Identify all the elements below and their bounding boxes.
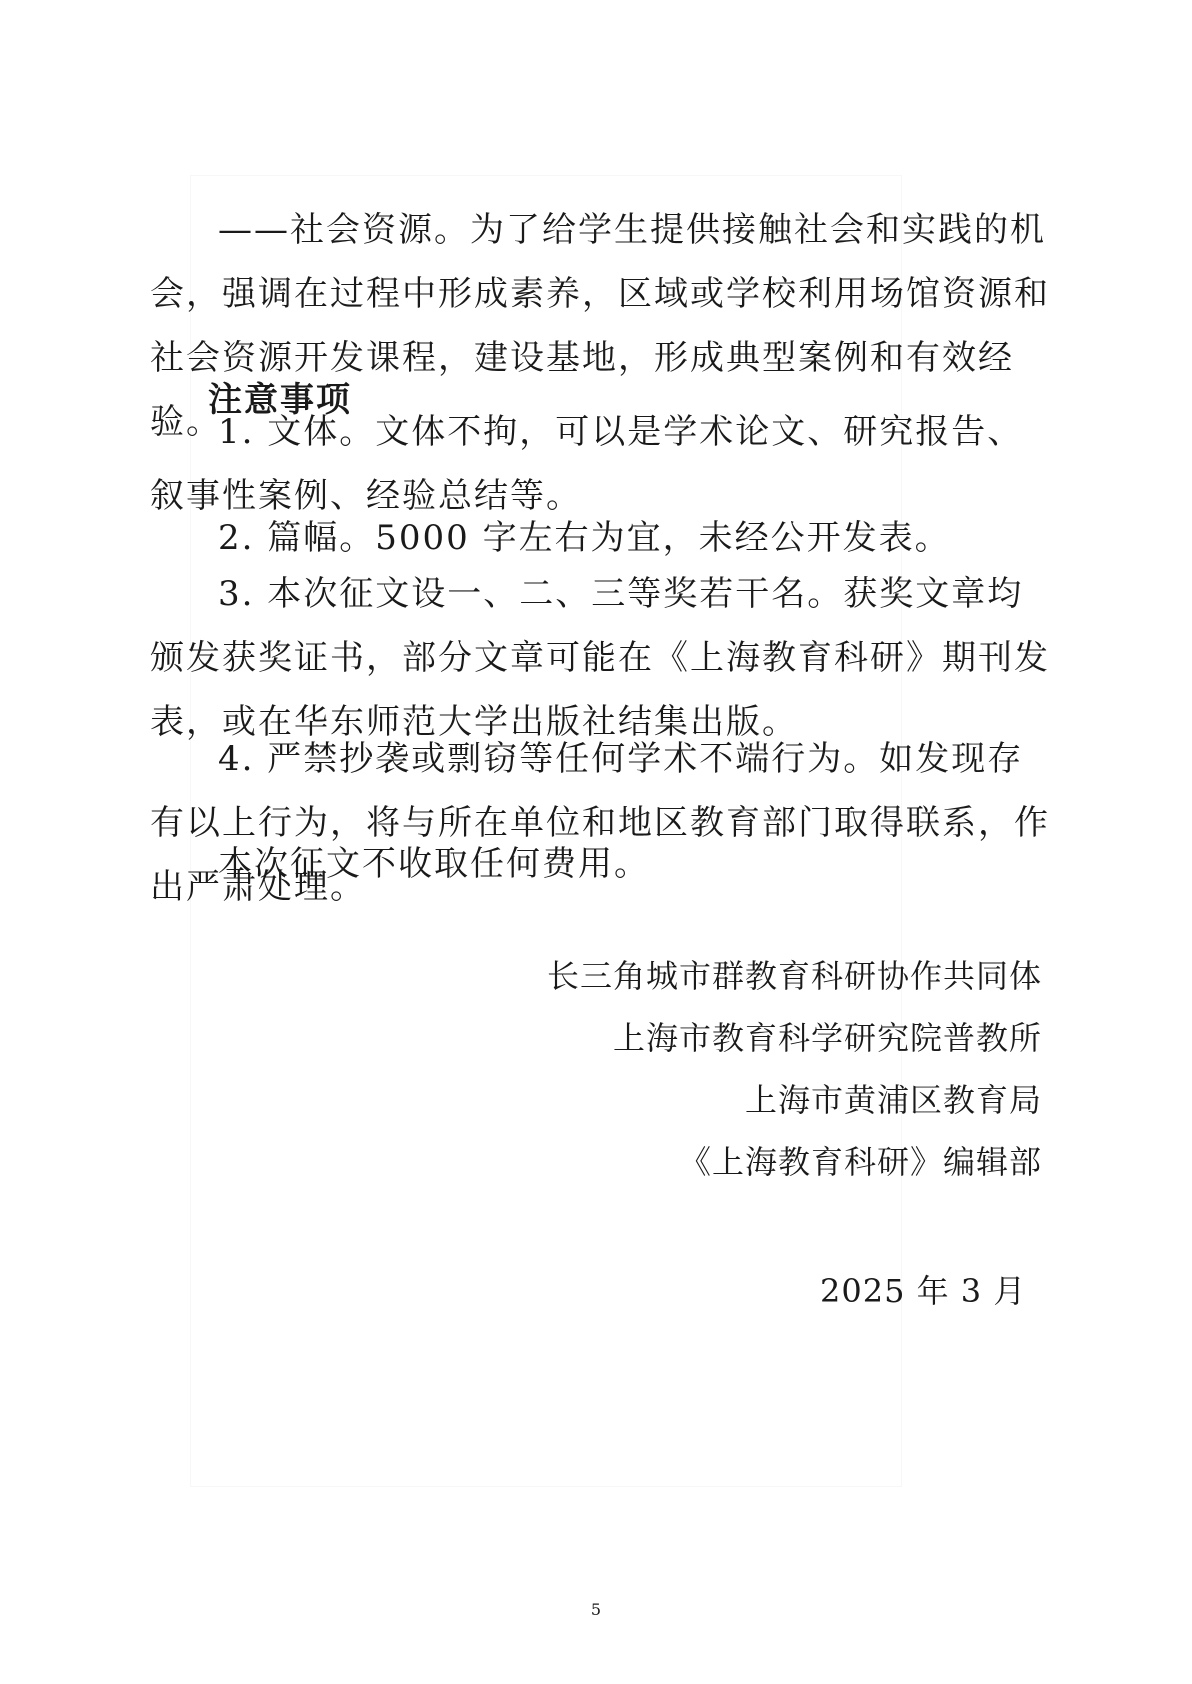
note-fee: 本次征文不收取任何费用。 xyxy=(218,844,650,884)
signature-date: 2025 年 3 月 xyxy=(820,1272,1027,1310)
signature-org-4: 《上海教育科研》编辑部 xyxy=(678,1143,1042,1181)
page-number: 5 xyxy=(590,1600,602,1619)
note-item-2: 2. 篇幅。5000 字左右为宜，未经公开发表。 xyxy=(218,518,951,558)
signature-org-3: 上海市黄浦区教育局 xyxy=(744,1081,1042,1119)
signature-org-2: 上海市教育科学研究院普教所 xyxy=(612,1019,1042,1057)
note-item-1: 1. 文体。文体不拘，可以是学术论文、研究报告、叙事性案例、经验总结等。 xyxy=(150,412,1024,516)
paragraph-social-resources: ——社会资源。为了给学生提供接触社会和实践的机会，强调在过程中形成素养，区域或学校利用场馆资源和社会资源开发课程，建设基地，形成典型案例和有效经验。 xyxy=(150,210,1050,442)
signature-org-1: 长三角城市群教育科研协作共同体 xyxy=(546,957,1042,995)
section-heading-notes: 注意事项 xyxy=(208,380,352,420)
note-item-3: 3. 本次征文设一、二、三等奖若干名。获奖文章均颁发获奖证书，部分文章可能在《上海教育科研》期刊发表，或在华东师范大学出版社结集出版。 xyxy=(150,574,1050,742)
note-item-4: 4. 严禁抄袭或剽窃等任何学术不端行为。如发现存有以上行为，将与所在单位和地区教育部门取得联系，作出严肃处理。 xyxy=(150,739,1050,907)
